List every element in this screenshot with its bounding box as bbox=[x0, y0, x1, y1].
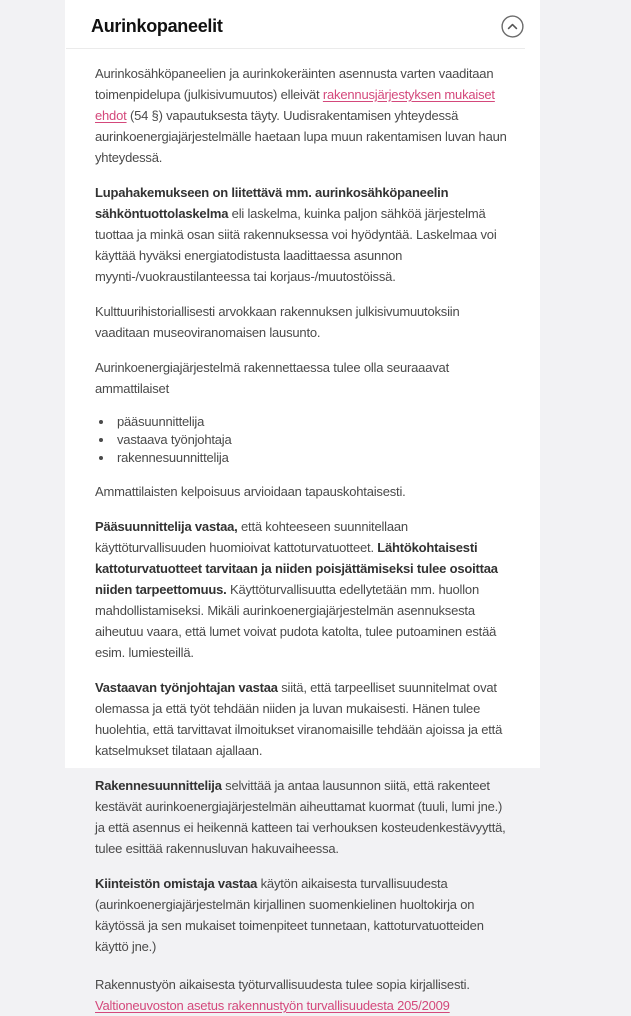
bold-text: Vastaavan työnjohtajan vastaa bbox=[95, 680, 278, 695]
paragraph bbox=[95, 63, 510, 168]
paragraph bbox=[95, 974, 510, 1016]
accordion-header[interactable] bbox=[65, 0, 540, 48]
bold-text: Lähtökohtaisesti kattoturvatuotteet tarvitaan ja niiden poisjättämiseksi tulee osoittaa niiden tarpeettomuus. bbox=[95, 540, 498, 597]
paragraph bbox=[95, 481, 510, 502]
text-run: siitä, että tarpeelliset suunnitelmat ovat olemassa ja että työt tehdään niiden ja luvan mukaisesti. Hänen tulee huolehtia, että tarvittavat ilmoitukset viranomaisille tehdään ajoissa ja että katselmukset tilataan ajallaan. bbox=[95, 680, 503, 758]
text-run: selvittää ja antaa lausunnon siitä, että rakenteet kestävät aurinkoenergiajärjestelmän aiheuttamat kuormat (tuuli, lumi jne.) ja että asennus ei heikennä katteen tai verhouksen kosteudenkestävyyttä, tulee esittää rakennusluvan hakuvaiheessa. bbox=[95, 778, 506, 856]
text-link[interactable]: Valtioneuvoston asetus rakennustyön turvallisuudesta 205/2009 bbox=[95, 998, 450, 1013]
text-run: eli laskelma, kuinka paljon sähköä järjestelmä tuottaa ja minkä osan siitä rakennuksessa voi hyödyntää. Laskelmaa voi käyttää hyväksi energiatodistusta laadittaessa asunnon myynti-/vuokraustilanteessa tai korjaus-/muutostöissä. bbox=[95, 206, 497, 284]
list-item: • rakennesuunnittelija bbox=[114, 449, 510, 467]
list-item: • pääsuunnittelija bbox=[114, 413, 510, 431]
list-item: • vastaava työnjohtaja bbox=[114, 431, 510, 449]
bold-text: Rakennesuunnittelija bbox=[95, 778, 222, 793]
paragraph bbox=[95, 301, 510, 343]
text-run: Kulttuurihistoriallisesti arvokkaan rakennuksen julkisivumuutoksiin vaaditaan museoviranomaisen lausunto. bbox=[95, 304, 460, 340]
text-run: Ammattilaisten kelpoisuus arvioidaan tapauskohtaisesti. bbox=[95, 484, 406, 499]
paragraph bbox=[95, 873, 510, 957]
text-run: (54 §) vapautuksesta täyty. Uudisrakentamisen yhteydessä aurinkoenergiajärjestelmälle haetaan lupa muun rakentamisen luvan haun yhteydessä. bbox=[95, 108, 507, 165]
text-link[interactable]: rakennusjärjestyksen mukaiset ehdot bbox=[95, 87, 495, 123]
accordion-content bbox=[65, 49, 540, 1016]
text-run: Käyttöturvallisuutta edellytetään mm. huollon mahdollistamiseksi. Mikäli aurinkoenergiajärjestelmän asennuksesta aiheutuu vaara, että lumet voivat pudota katolta, tulee putoaminen estää esim. lumiesteillä. bbox=[95, 582, 497, 660]
collapse-button[interactable] bbox=[501, 15, 524, 38]
paragraph bbox=[95, 516, 510, 663]
accordion-title: Aurinkopaneelit bbox=[91, 16, 223, 36]
text-run: Aurinkoenergiajärjestelmä rakennettaessa tulee olla seuraaavat ammattilaiset bbox=[95, 360, 449, 396]
bold-text: Pääsuunnittelija vastaa, bbox=[95, 519, 238, 534]
text-run: Rakennustyön aikaisesta työturvallisuudesta tulee sopia kirjallisesti. bbox=[95, 977, 470, 992]
paragraph bbox=[95, 677, 510, 761]
bold-text: Kiinteistön omistaja vastaa bbox=[95, 876, 258, 891]
text-run: käytön aikaisesta turvallisuudesta (aurinkoenergiajärjestelmän kirjallinen suomenkielinen huoltokirja on käytössä ja sen mukaiset toimenpiteet tunnetaan, kattoturvatuotteiden käyttö jne.) bbox=[95, 876, 484, 954]
paragraph bbox=[95, 182, 510, 287]
bold-text: Lupahakemukseen on liitettävä mm. aurinkosähköpaneelin sähköntuottolaskelma bbox=[95, 185, 449, 221]
paragraph bbox=[95, 357, 510, 399]
paragraph bbox=[95, 775, 510, 859]
bullet-list bbox=[95, 413, 510, 467]
accordion-card bbox=[65, 0, 540, 1013]
chevron-up-icon bbox=[501, 15, 524, 38]
text-run: Aurinkosähköpaneelien ja aurinkokeräinten asennusta varten vaaditaan toimenpidelupa (julkisivumuutos) elleivät bbox=[95, 66, 494, 102]
text-run: että kohteeseen suunnitellaan käyttöturvallisuuden huomioivat kattoturvatuotteet. bbox=[95, 519, 408, 555]
